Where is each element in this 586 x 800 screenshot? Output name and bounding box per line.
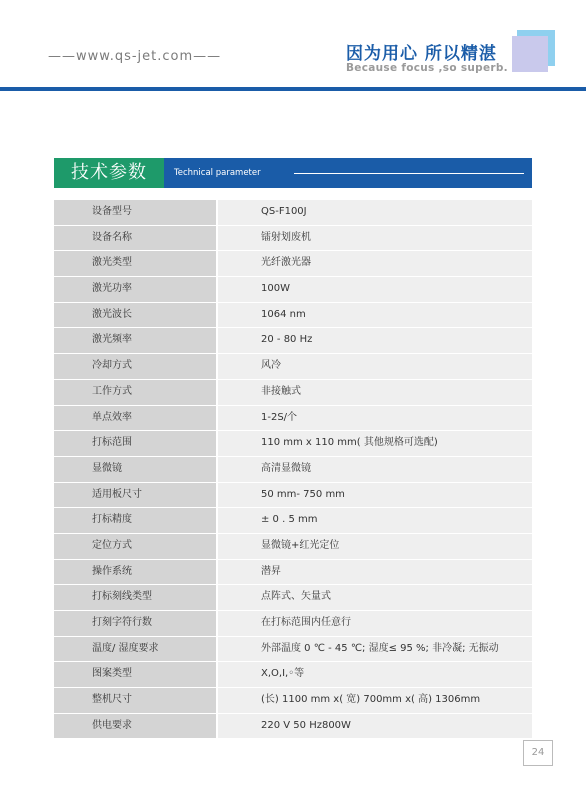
spec-value: ± 0 . 5 mm	[218, 508, 532, 533]
section-subtitle: Technical parameter	[174, 168, 261, 178]
spec-value: 光纤激光器	[218, 251, 532, 276]
spec-value: 显微镜+红光定位	[218, 534, 532, 559]
table-row	[54, 456, 532, 482]
spec-value: 潜昇	[218, 560, 532, 585]
page-number: 24	[523, 740, 553, 766]
table-row	[54, 713, 532, 739]
spec-label: 显微镜	[54, 457, 216, 482]
spec-label: 设备型号	[54, 200, 216, 225]
decorative-square-lavender	[512, 36, 548, 72]
table-row	[54, 559, 532, 585]
spec-label: 激光功率	[54, 277, 216, 302]
spec-label: 单点效率	[54, 406, 216, 431]
spec-value: 50 mm- 750 mm	[218, 483, 532, 508]
spec-value: 220 V 50 Hz800W	[218, 714, 532, 739]
spec-label: 激光频率	[54, 328, 216, 353]
table-row	[54, 250, 532, 276]
table-row	[54, 636, 532, 662]
spec-value: 风冷	[218, 354, 532, 379]
spec-value: X,O,I,◦等	[218, 662, 532, 687]
spec-value: QS-F100J	[218, 200, 532, 225]
table-row	[54, 379, 532, 405]
table-row	[54, 482, 532, 508]
spec-label: 设备名称	[54, 226, 216, 251]
spec-table	[54, 200, 532, 738]
table-row	[54, 661, 532, 687]
spec-label: 适用板尺寸	[54, 483, 216, 508]
spec-label: 温度/ 湿度要求	[54, 637, 216, 662]
spec-label: 图案类型	[54, 662, 216, 687]
spec-value: 110 mm x 110 mm( 其他规格可选配)	[218, 431, 532, 456]
spec-label: 激光波长	[54, 303, 216, 328]
spec-label: 打刻字符行数	[54, 611, 216, 636]
subtitle-divider-line	[294, 173, 524, 174]
section-header	[54, 158, 532, 188]
spec-label: 激光类型	[54, 251, 216, 276]
spec-value: 1-2S/个	[218, 406, 532, 431]
table-row	[54, 405, 532, 431]
table-row	[54, 225, 532, 251]
spec-label: 打标精度	[54, 508, 216, 533]
table-row	[54, 687, 532, 713]
spec-value: 在打标范围内任意行	[218, 611, 532, 636]
header-divider-bar	[0, 87, 586, 91]
section-subtitle-bar	[164, 158, 532, 188]
spec-value: 外部温度 0 ℃ - 45 ℃; 湿度≤ 95 %; 非冷凝; 无振动	[218, 637, 532, 662]
spec-value: 镭射划废机	[218, 226, 532, 251]
spec-value: 1064 nm	[218, 303, 532, 328]
table-row	[54, 200, 532, 225]
section-title: 技术参数	[54, 158, 164, 188]
table-row	[54, 430, 532, 456]
table-row	[54, 276, 532, 302]
spec-label: 打标范围	[54, 431, 216, 456]
slogan-english: Because focus ,so superb.	[346, 62, 508, 74]
spec-label: 操作系统	[54, 560, 216, 585]
table-row	[54, 584, 532, 610]
spec-value: 100W	[218, 277, 532, 302]
spec-value: 20 - 80 Hz	[218, 328, 532, 353]
spec-label: 供电要求	[54, 714, 216, 739]
table-row	[54, 302, 532, 328]
spec-label: 打标刻线类型	[54, 585, 216, 610]
table-row	[54, 610, 532, 636]
spec-value: (长) 1100 mm x( 宽) 700mm x( 高) 1306mm	[218, 688, 532, 713]
website-url: ——www.qs-jet.com——	[48, 49, 222, 64]
table-row	[54, 353, 532, 379]
spec-value: 非接触式	[218, 380, 532, 405]
spec-label: 定位方式	[54, 534, 216, 559]
table-row	[54, 507, 532, 533]
spec-label: 工作方式	[54, 380, 216, 405]
table-row	[54, 327, 532, 353]
table-row	[54, 533, 532, 559]
spec-value: 点阵式、矢量式	[218, 585, 532, 610]
spec-label: 整机尺寸	[54, 688, 216, 713]
spec-label: 冷却方式	[54, 354, 216, 379]
spec-value: 高清显微镜	[218, 457, 532, 482]
slogan-chinese: 因为用心 所以精湛	[346, 44, 497, 64]
